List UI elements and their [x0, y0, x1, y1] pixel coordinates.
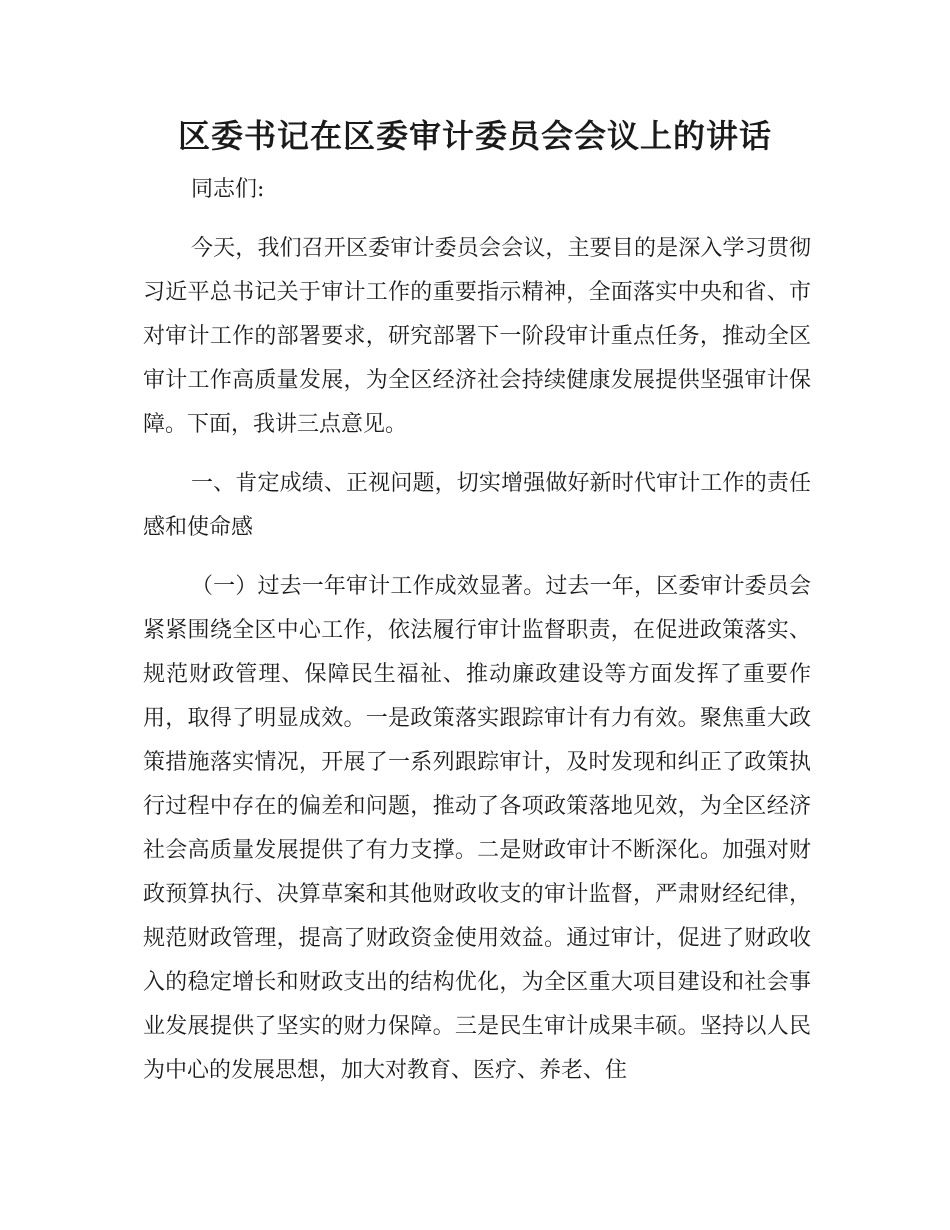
document-title: 区委书记在区委审计委员会会议上的讲话 — [177, 117, 772, 155]
paragraph-achievements: （一）过去一年审计工作成效显著。过去一年，区委审计委员会紧紧围绕全区中心工作，依法履行审计监督职责，在促进政策落实、规范财政管理、保障民生福祉、推动廉政建设等方面发挥了重要作用，取得了明显成效。一是政策落实跟踪审计有力有效。聚焦重大政策措施落实情况，开展了一系列跟踪审计，及时发现和纠正了政策执行过程中存在的偏差和问题，推动了各项政策落地见效，为全区经济社会高质量发展提供了有力支撑。二是财政审计不断深化。加强对财政预算执行、决算草案和其他财政收支的审计监督，严肃财经纪律，规范财政管理，提高了财政资金使用效益。通过审计，促进了财政收入的稳定增长和财政支出的结构优化，为全区重大项目建设和社会事业发展提供了坚实的财力保障。三是民生审计成果丰硕。坚持以人民为中心的发展思想，加大对教育、医疗、养老、住 — [143, 574, 811, 1083]
paragraph-opening: 今天，我们召开区委审计委员会会议，主要目的是深入学习贯彻习近平总书记关于审计工作的重要指示精神，全面落实中央和省、市对审计工作的部署要求，研究部署下一阶段审计重点任务，推动全区审计工作高质量发展，为全区经济社会持续健康发展提供坚强审计保障。下面，我讲三点意见。 — [143, 236, 811, 437]
document-body — [143, 168, 811, 1093]
salutation: 同志们: — [191, 177, 265, 202]
section-heading-one: 一、肯定成绩、正视问题，切实增强做好新时代审计工作的责任感和使命感 — [143, 471, 811, 540]
